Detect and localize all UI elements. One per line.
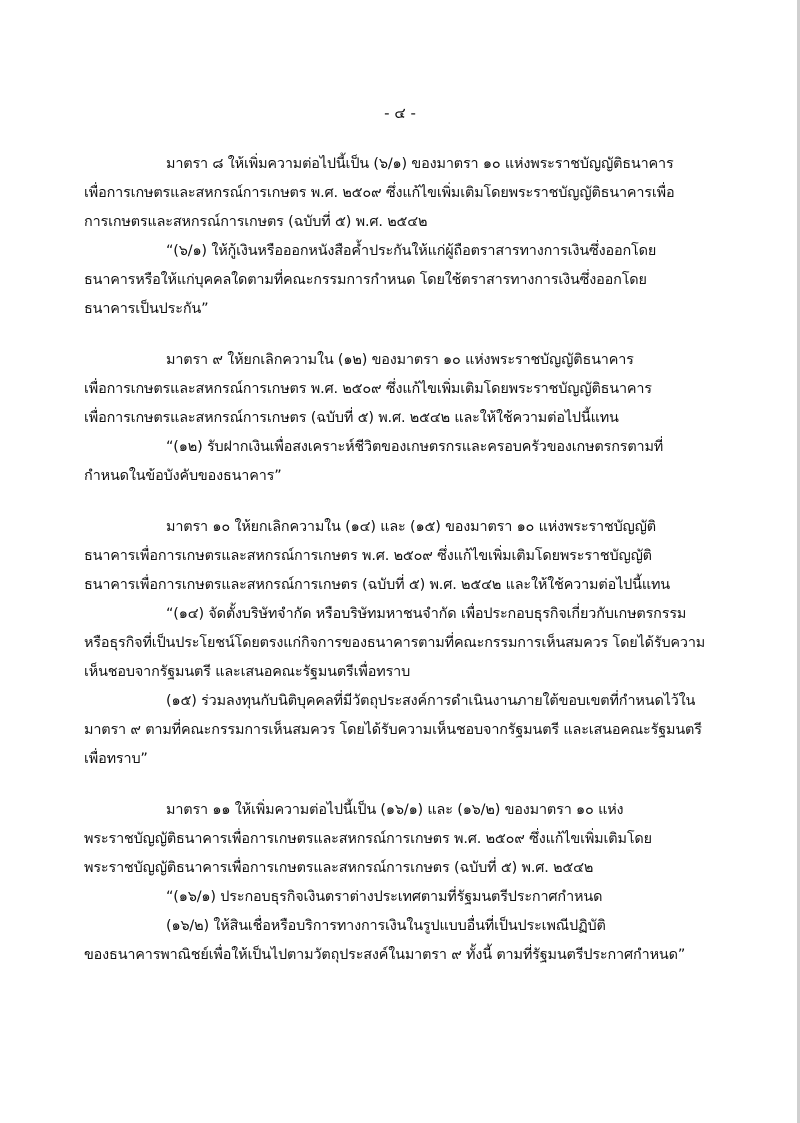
section-9-line-5: กำหนดในข้อบังคับของธนาคาร”	[84, 468, 282, 484]
section-8-line-1: มาตรา ๘ ให้เพิ่มความต่อไปนี้เป็น (๖/๑) ของมาตรา ๑๐ แห่งพระราชบัญญัติธนาคาร	[166, 156, 674, 172]
section-10-line-3: ธนาคารเพื่อการเกษตรและสหกรณ์การเกษตร (ฉบับที่ ๕) พ.ศ. ๒๕๔๒ และให้ใช้ความต่อไปนี้แทน	[84, 577, 670, 593]
section-9-line-2: เพื่อการเกษตรและสหกรณ์การเกษตร พ.ศ. ๒๕๐๙ ซึ่งแก้ไขเพิ่มเติมโดยพระราชบัญญัติธนาคาร	[84, 381, 652, 397]
section-10-line-5: หรือธุรกิจที่เป็นประโยชน์โดยตรงแก่กิจการของธนาคารตามที่คณะกรรมการเห็นสมควร โดยได้รับความ	[84, 635, 706, 651]
page-number: - ๔ -	[384, 104, 416, 122]
section-8-line-6: ธนาคารเป็นประกัน”	[84, 301, 209, 317]
section-9-line-3: เพื่อการเกษตรและสหกรณ์การเกษตร (ฉบับที่ ๕) พ.ศ. ๒๕๔๒ และให้ใช้ความต่อไปนี้แทน	[84, 410, 619, 426]
section-9-line-1: มาตรา ๙ ให้ยกเลิกความใน (๑๒) ของมาตรา ๑๐ แห่งพระราชบัญญัติธนาคาร	[166, 352, 634, 368]
section-8-line-2: เพื่อการเกษตรและสหกรณ์การเกษตร พ.ศ. ๒๕๐๙ ซึ่งแก้ไขเพิ่มเติมโดยพระราชบัญญัติธนาคารเพื่อ	[84, 185, 675, 201]
section-11-line-6: ของธนาคารพาณิชย์เพื่อให้เป็นไปตามวัตถุประสงค์ในมาตรา ๙ ทั้งนี้ ตามที่รัฐมนตรีประกาศกำหนด”	[84, 947, 686, 963]
section-10-line-6: เห็นชอบจากรัฐมนตรี และเสนอคณะรัฐมนตรีเพื่อทราบ	[84, 664, 411, 680]
section-8-line-3: การเกษตรและสหกรณ์การเกษตร (ฉบับที่ ๕) พ.ศ. ๒๕๔๒	[84, 214, 428, 230]
section-10-line-2: ธนาคารเพื่อการเกษตรและสหกรณ์การเกษตร พ.ศ. ๒๕๐๙ ซึ่งแก้ไขเพิ่มเติมโดยพระราชบัญญัติ	[84, 548, 652, 564]
section-11-line-4: “(๑๖/๑) ประกอบธุรกิจเงินตราต่างประเทศตามที่รัฐมนตรีประกาศกำหนด	[166, 889, 603, 905]
section-10-line-9: เพื่อทราบ”	[84, 751, 148, 767]
section-8-line-5: ธนาคารหรือให้แก่บุคคลใดตามที่คณะกรรมการกำหนด โดยใช้ตราสารทางการเงินซึ่งออกโดย	[84, 272, 647, 288]
section-10-line-1: มาตรา ๑๐ ให้ยกเลิกความใน (๑๔) และ (๑๕) ของมาตรา ๑๐ แห่งพระราชบัญญัติ	[166, 519, 656, 535]
section-11-line-1: มาตรา ๑๑ ให้เพิ่มความต่อไปนี้เป็น (๑๖/๑) และ (๑๖/๒) ของมาตรา ๑๐ แห่ง	[166, 802, 624, 818]
section-10-line-4: “(๑๔) จัดตั้งบริษัทจำกัด หรือบริษัทมหาชนจำกัด เพื่อประกอบธุรกิจเกี่ยวกับเกษตรกรรม	[166, 606, 687, 622]
section-9-line-4: “(๑๒) รับฝากเงินเพื่อสงเคราะห์ชีวิตของเกษตรกรและครอบครัวของเกษตรกรตามที่	[166, 439, 664, 455]
section-11-line-3: พระราชบัญญัติธนาคารเพื่อการเกษตรและสหกรณ์การเกษตร (ฉบับที่ ๕) พ.ศ. ๒๕๔๒	[84, 860, 594, 876]
section-11-line-2: พระราชบัญญัติธนาคารเพื่อการเกษตรและสหกรณ์การเกษตร พ.ศ. ๒๕๐๙ ซึ่งแก้ไขเพิ่มเติมโดย	[84, 831, 652, 847]
section-8-line-4: “(๖/๑) ให้กู้เงินหรือออกหนังสือค้ำประกันให้แก่ผู้ถือตราสารทางการเงินซึ่งออกโดย	[166, 243, 657, 259]
section-10-line-8: มาตรา ๙ ตามที่คณะกรรมการเห็นสมควร โดยได้รับความเห็นชอบจากรัฐมนตรี และเสนอคณะรัฐมนตรี	[84, 722, 702, 738]
section-11-line-5: (๑๖/๒) ให้สินเชื่อหรือบริการทางการเงินในรูปแบบอื่นที่เป็นประเพณีปฏิบัติ	[166, 918, 606, 934]
section-10-line-7: (๑๕) ร่วมลงทุนกับนิติบุคคลที่มีวัตถุประสงค์การดำเนินงานภายใต้ขอบเขตที่กำหนดไว้ใน	[166, 693, 696, 709]
